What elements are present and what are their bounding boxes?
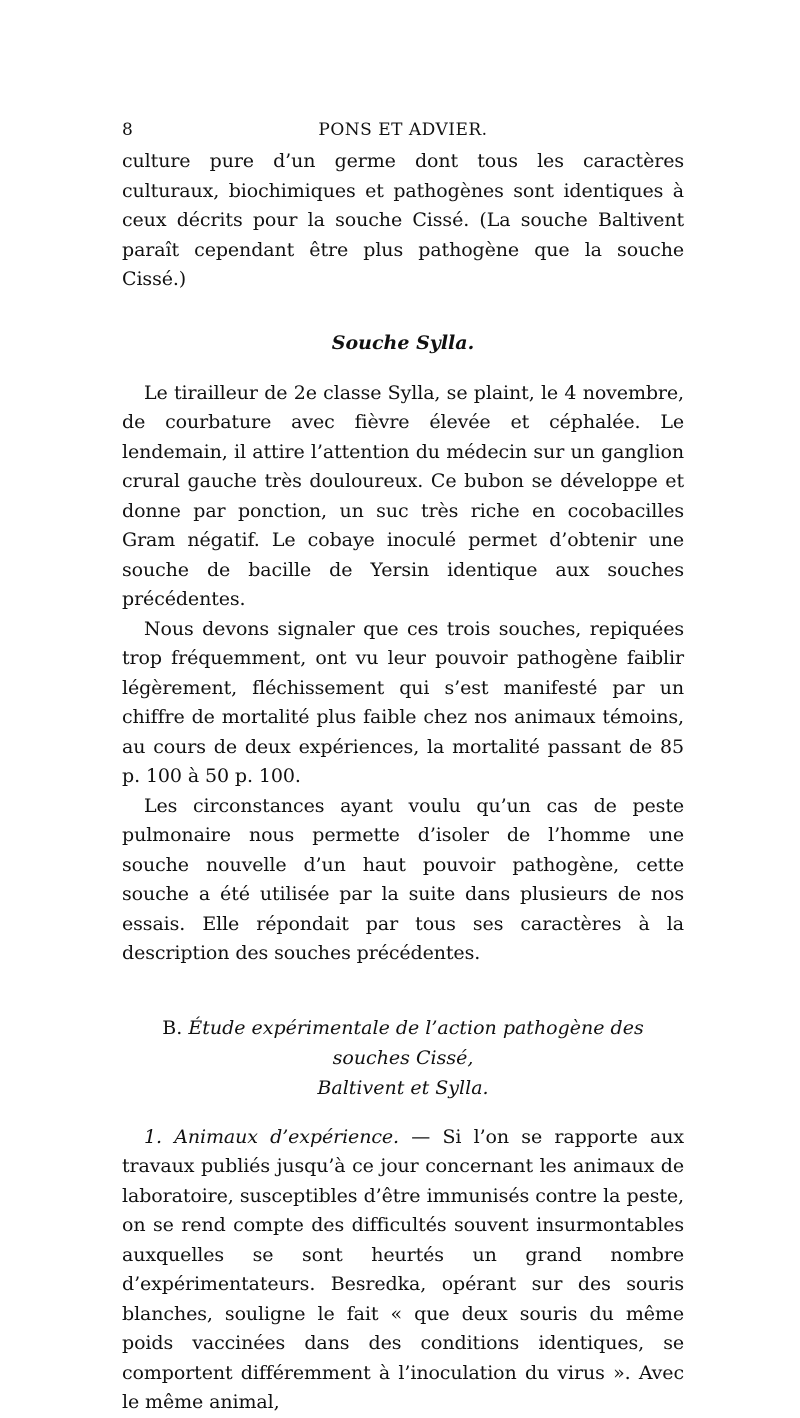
running-title: PONS ET ADVIER. [318, 120, 488, 140]
section-b-title: Étude expérimentale de l’action pathogène des souches Cissé, [188, 1016, 644, 1069]
paragraph-strain-weakening: Nous devons signaler que ces trois souches, repiquées trop fréquemment, ont vu leur pouvoir pathogène faiblir légèrement, fléchissement qui s’est manifesté par un chiffre de mortalité plus faible chez nos animaux témoins, au cours de deux expériences, la mortalité passant de 85 p. 100 à 50 p. 100. [122, 617, 684, 787]
paragraph-sylla-case: Le tirailleur de 2e classe Sylla, se plaint, le 4 novembre, de courbature avec fièvre élevée et céphalée. Le lendemain, il attire l’attention du médecin sur un ganglion crural gauche très douloureux. Ce bubon se développe et donne par ponction, un suc très riche en cocobacilles Gram négatif. Le cobaye inoculé permet d’obtenir une souche de bacille de Yersin identique aux souches précédentes. [122, 381, 684, 610]
subsection-heading-animals: 1. Animaux d’expérience. [144, 1125, 399, 1148]
section-b-heading-line-2: Baltivent et Sylla. [317, 1076, 489, 1099]
paragraph-experimental-animals-text: — Si l’on se rapporte aux travaux publiés jusqu’à ce jour concernant les animaux de laboratoire, susceptibles d’être immunisés contre la peste, on se rend compte des difficultés souvent insurmontables auxquelles se sont heurtés un grand nombre d’expérimentateurs. Besredka, opérant sur des souris blanches, souligne le fait « que deux souris du même poids vaccinées dans des conditions identiques, se comportent différemment à l’inoculation du virus ». Avec le même animal, [122, 1125, 684, 1413]
section-b-heading [122, 1013, 684, 1103]
paragraph-experimental-animals [122, 1123, 684, 1418]
section-title-souche-sylla: Souche Sylla. [331, 331, 475, 354]
page-number: 8 [122, 120, 133, 140]
section-b-heading-line-1 [122, 1013, 684, 1073]
page [122, 118, 684, 1418]
paragraph-continuation: culture pure d’un germe dont tous les caractères culturaux, biochimiques et pathogènes sont identiques à ceux décrits pour la souche Cissé. (La souche Baltivent paraît cependant être plus pathogène que la souche Cissé.) [122, 150, 684, 290]
running-head [122, 118, 684, 142]
section-b-label: B. [162, 1016, 183, 1039]
paragraph-pulmonary-case: Les circonstances ayant voulu qu’un cas de peste pulmonaire nous permette d’isoler de l’homme une souche nouvelle d’un haut pouvoir pathogène, cette souche a été utilisée par la suite dans plusieurs de nos essais. Elle répondait par tous ses caractères à la description des souches précédentes. [122, 794, 684, 964]
